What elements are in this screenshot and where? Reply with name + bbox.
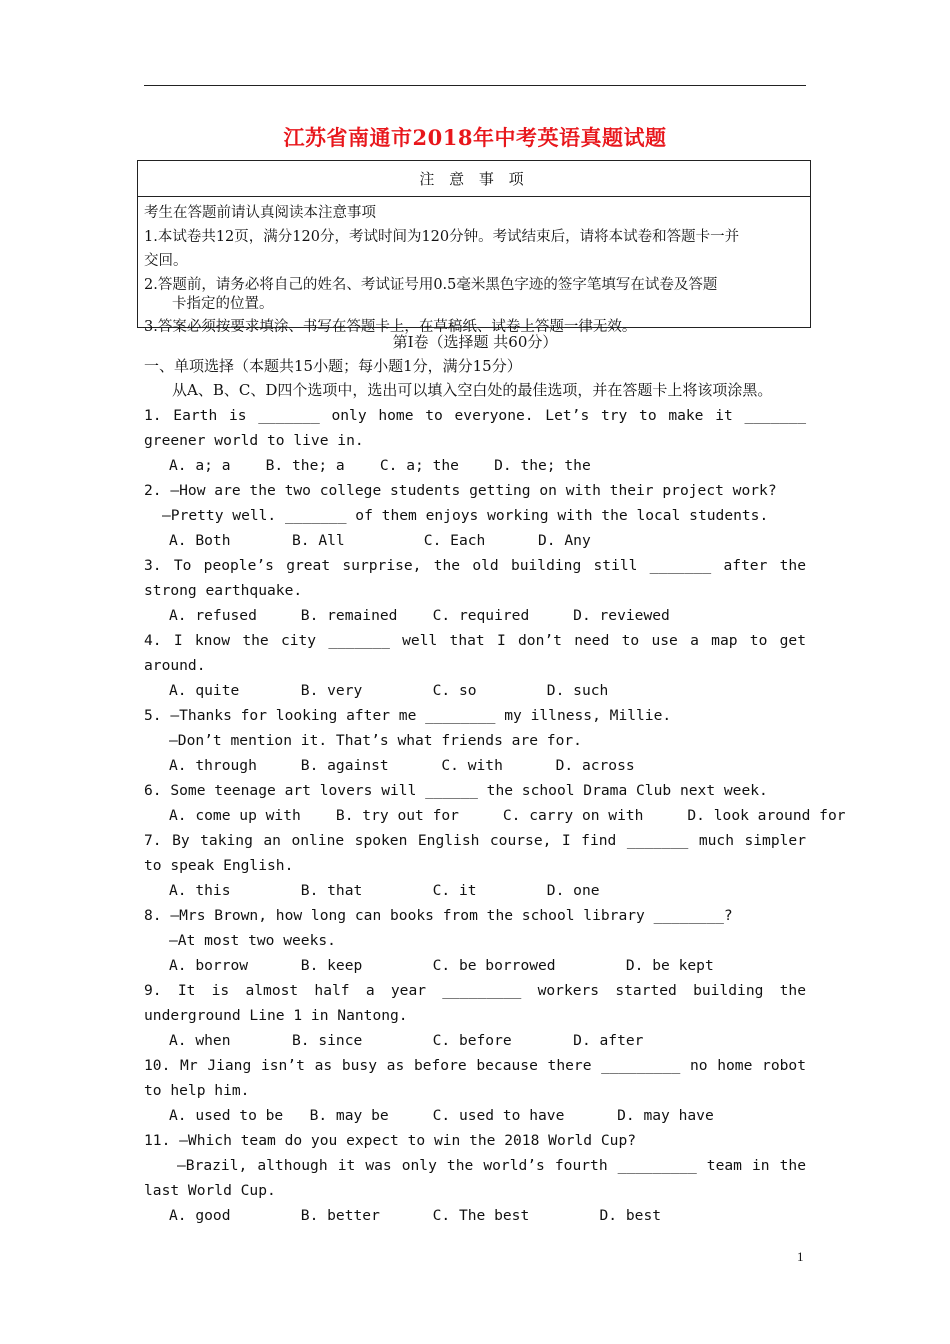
question-reply bbox=[144, 1153, 806, 1203]
question-text: 7. By taking an online spoken English course, I find _______ much simpler to speak English. bbox=[144, 832, 806, 874]
header-rule bbox=[144, 85, 806, 86]
question-options: A. used to be B. may be C. used to have D. may have bbox=[169, 1107, 714, 1124]
notice-item: 3.答案必须按要求填涂、书写在答题卡上，在草稿纸、试卷上答题一律无效。 bbox=[144, 319, 637, 335]
page-number: 1 bbox=[797, 1249, 804, 1264]
question-options: A. through B. against C. with D. across bbox=[169, 757, 635, 774]
question-reply: —Don’t mention it. That’s what friends are for. bbox=[169, 732, 582, 749]
question-options: A. a; a B. the; a C. a; the D. the; the bbox=[169, 457, 591, 474]
volume-heading: 第Ⅰ卷（选择题 共60分） bbox=[392, 333, 558, 351]
question-text: 6. Some teenage art lovers will ______ the school Drama Club next week. bbox=[144, 782, 768, 799]
question-options: A. when B. since C. before D. after bbox=[169, 1032, 644, 1049]
notice-item: 交回。 bbox=[144, 253, 188, 269]
notice-item: 2.答题前，请务必将自己的姓名、考试证号用0.5毫米黑色字迹的签字笔填写在试卷及答题 bbox=[144, 277, 718, 293]
question-7 bbox=[144, 828, 806, 903]
notice-intro: 考生在答题前请认真阅读本注意事项 bbox=[144, 205, 376, 221]
section-heading: 一、单项选择（本题共15小题；每小题1分，满分15分） bbox=[144, 357, 522, 375]
question-text: 3. To people’s great surprise, the old building still _______ after the strong earthquake. bbox=[144, 557, 806, 599]
question-2 bbox=[144, 478, 806, 553]
question-text: 9. It is almost half a year _________ workers started building the underground Line 1 in Nantong. bbox=[144, 982, 806, 1024]
section-instruction: 从A、B、C、D四个选项中，选出可以填入空白处的最佳选项，并在答题卡上将该项涂黑。 bbox=[172, 381, 773, 399]
notice-body bbox=[144, 201, 808, 339]
question-10 bbox=[144, 1053, 806, 1128]
question-reply: —At most two weeks. bbox=[169, 932, 336, 949]
question-options: A. good B. better C. The best D. best bbox=[169, 1207, 662, 1224]
notice-box bbox=[137, 160, 811, 335]
question-5 bbox=[144, 703, 806, 778]
question-content bbox=[144, 330, 846, 1228]
question-text: 11. —Which team do you expect to win the 2018 World Cup? bbox=[144, 1132, 637, 1149]
question-options: A. quite B. very C. so D. such bbox=[169, 682, 609, 699]
question-9 bbox=[144, 978, 806, 1053]
question-reply: —Pretty well. _______ of them enjoys working with the local students. bbox=[162, 507, 769, 524]
notice-item bbox=[144, 297, 808, 312]
question-1 bbox=[144, 403, 806, 478]
question-11 bbox=[144, 1128, 806, 1228]
question-text: 10. Mr Jiang isn’t as busy as before because there _________ no home robot to help him. bbox=[144, 1057, 806, 1099]
question-8 bbox=[144, 903, 806, 978]
question-text: 2. —How are the two college students getting on with their project work? bbox=[144, 482, 777, 499]
notice-heading: 注 意 事 项 bbox=[138, 161, 810, 197]
question-text: 4. I know the city _______ well that I don’t need to use a map to get around. bbox=[144, 632, 806, 674]
question-3 bbox=[144, 553, 806, 628]
question-text: 5. —Thanks for looking after me ________ my illness, Millie. bbox=[144, 707, 672, 724]
notice-item: 1.本试卷共12页，满分120分，考试时间为120分钟。考试结束后，请将本试卷和答题卡一并 bbox=[144, 229, 740, 245]
question-options: A. refused B. remained C. required D. reviewed bbox=[169, 607, 670, 624]
question-text: 1. Earth is _______ only home to everyone. Let’s try to make it _______ greener world to live in. bbox=[144, 407, 806, 449]
page-title: 江苏省南通市2018年中考英语真题试题 bbox=[283, 125, 667, 150]
question-4 bbox=[144, 628, 806, 703]
question-options: A. borrow B. keep C. be borrowed D. be kept bbox=[169, 957, 714, 974]
notice-item-continuation: 卡指定的位置。 bbox=[172, 296, 274, 312]
question-options: A. this B. that C. it D. one bbox=[169, 882, 600, 899]
question-6 bbox=[144, 778, 846, 828]
question-options: A. come up with B. try out for C. carry on with D. look around for bbox=[169, 807, 846, 824]
question-reply-text: —Brazil, although it was only the world’s fourth _________ team in the last World Cup. bbox=[144, 1157, 806, 1199]
question-options: A. Both B. All C. Each D. Any bbox=[169, 532, 591, 549]
question-text: 8. —Mrs Brown, how long can books from the school library ________? bbox=[144, 907, 733, 924]
